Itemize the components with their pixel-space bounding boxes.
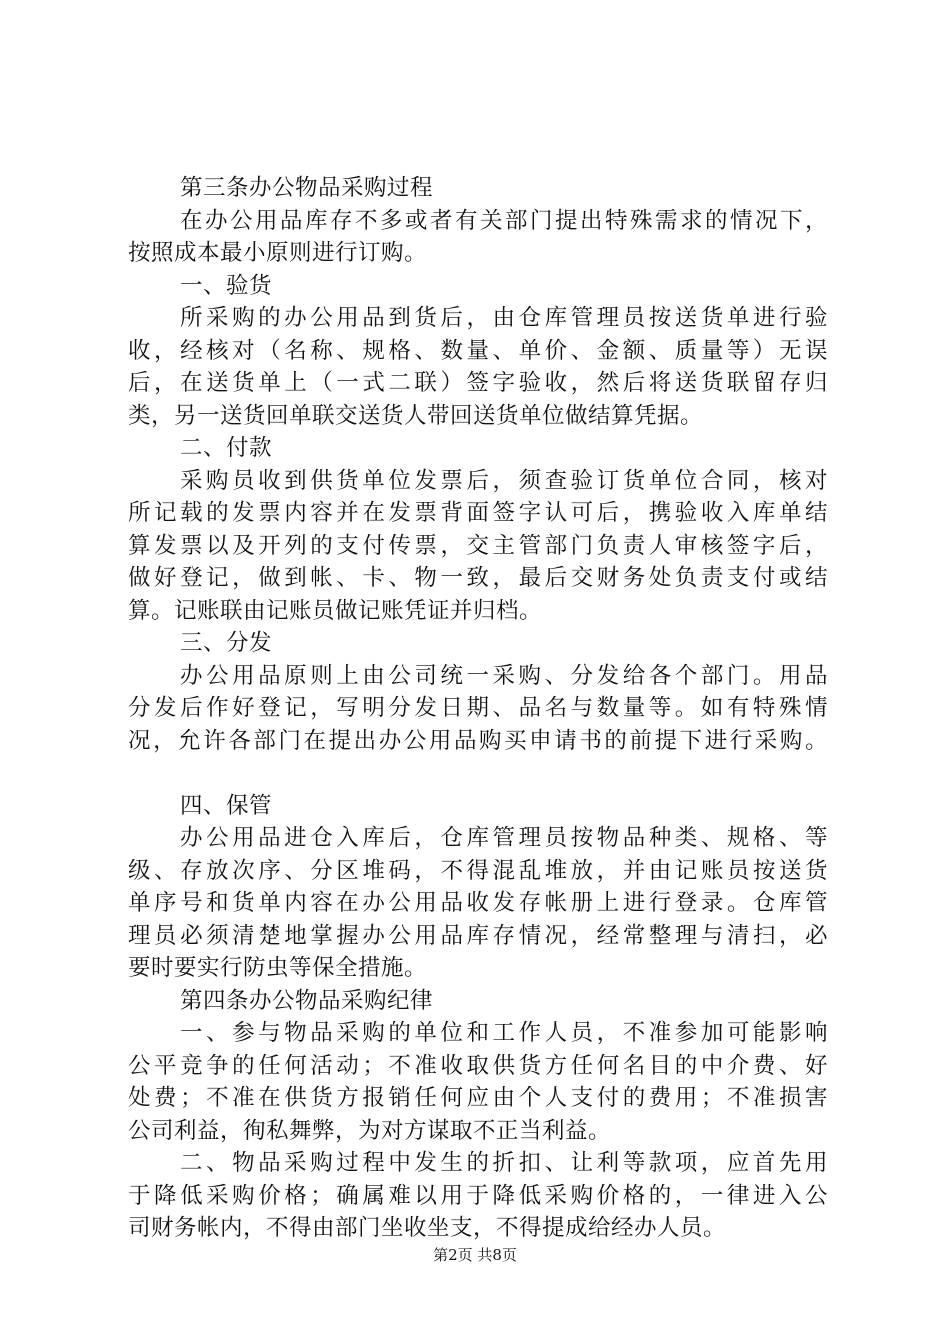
blank-line [128,757,828,790]
paragraph-line: 二、物品采购过程中发生的折扣、让利等款项，应首先用 [180,1150,828,1176]
section-heading-4: 第四条办公物品采购纪律 [180,987,434,1014]
paragraph-line: 级、存放次序、分区堆码，不得混乱堆放，并由记账员按送货 [128,857,828,884]
paragraph-line: 于降低采购价格；确属难以用于降低采购价格的，一律进入公 [128,1182,828,1209]
paragraph-line: 分发后作好登记，写明分发日期、品名与数量等。如有特殊情 [128,695,828,721]
paragraph-line: 在办公用品库存不多或者有关部门提出特殊需求的情况下， [180,207,828,234]
subheading-distribution: 三、分发 [180,630,273,656]
paragraph-line: 后，在送货单上（一式二联）签字验收，然后将送货联留存归 [128,370,828,396]
paragraph-line: 公司利益，徇私舞弊，为对方谋取不正当利益。 [128,1117,612,1144]
subheading-payment: 二、付款 [180,435,273,461]
paragraph-line: 采购员收到供货单位发票后，须查验订货单位合同，核对 [180,467,828,494]
paragraph-line: 做好登记，做到帐、卡、物一致，最后交财务处负责支付或结 [128,565,828,591]
paragraph-line: 所记载的发票内容并在发票背面签字认可后，携验收入库单结 [128,500,828,526]
paragraph-line: 办公用品原则上由公司统一采购、分发给各个部门。用品 [180,662,828,689]
paragraph-line: 公平竞争的任何活动；不准收取供货方任何名目的中介费、好 [128,1052,828,1079]
paragraph-line: 要时要实行防虫等保全措施。 [128,955,428,981]
paragraph-line: 办公用品进仓入库后，仓库管理员按物品种类、规格、等 [180,825,828,851]
subheading-storage: 四、保管 [180,792,273,819]
paragraph-line: 司财务帐内，不得由部门坐收坐支，不得提成给经办人员。 [128,1215,727,1241]
paragraph-line: 算发票以及开列的支付传票，交主管部门负责人审核签字后， [128,532,828,559]
paragraph-line: 收，经核对（名称、规格、数量、单价、金额、质量等）无误 [128,337,828,364]
paragraph-line: 按照成本最小原则进行订购。 [128,240,428,266]
page-number: 第2页 共8页 [433,1246,517,1264]
section-heading-3: 第三条办公物品采购过程 [180,175,434,201]
paragraph-line: 处费；不准在供货方报销任何应由个人支付的费用；不准损害 [128,1085,828,1111]
paragraph-line: 算。记账联由记账员做记账凭证并归档。 [128,597,543,624]
paragraph-line: 类，另一送货回单联交送货人带回送货单位做结算凭据。 [128,402,704,429]
paragraph-line: 一、参与物品采购的单位和工作人员，不准参加可能影响 [180,1020,828,1046]
paragraph-line: 单序号和货单内容在办公用品收发存帐册上进行登录。仓库管 [128,890,828,916]
paragraph-line: 况，允许各部门在提出办公用品购买申请书的前提下进行采购。 [128,727,828,754]
subheading-inspection: 一、验货 [180,272,273,299]
paragraph-line: 理员必须清楚地掌握办公用品库存情况，经常整理与清扫，必 [128,922,828,949]
document-body [128,172,828,1245]
paragraph-line: 所采购的办公用品到货后，由仓库管理员按送货单进行验 [180,305,828,331]
